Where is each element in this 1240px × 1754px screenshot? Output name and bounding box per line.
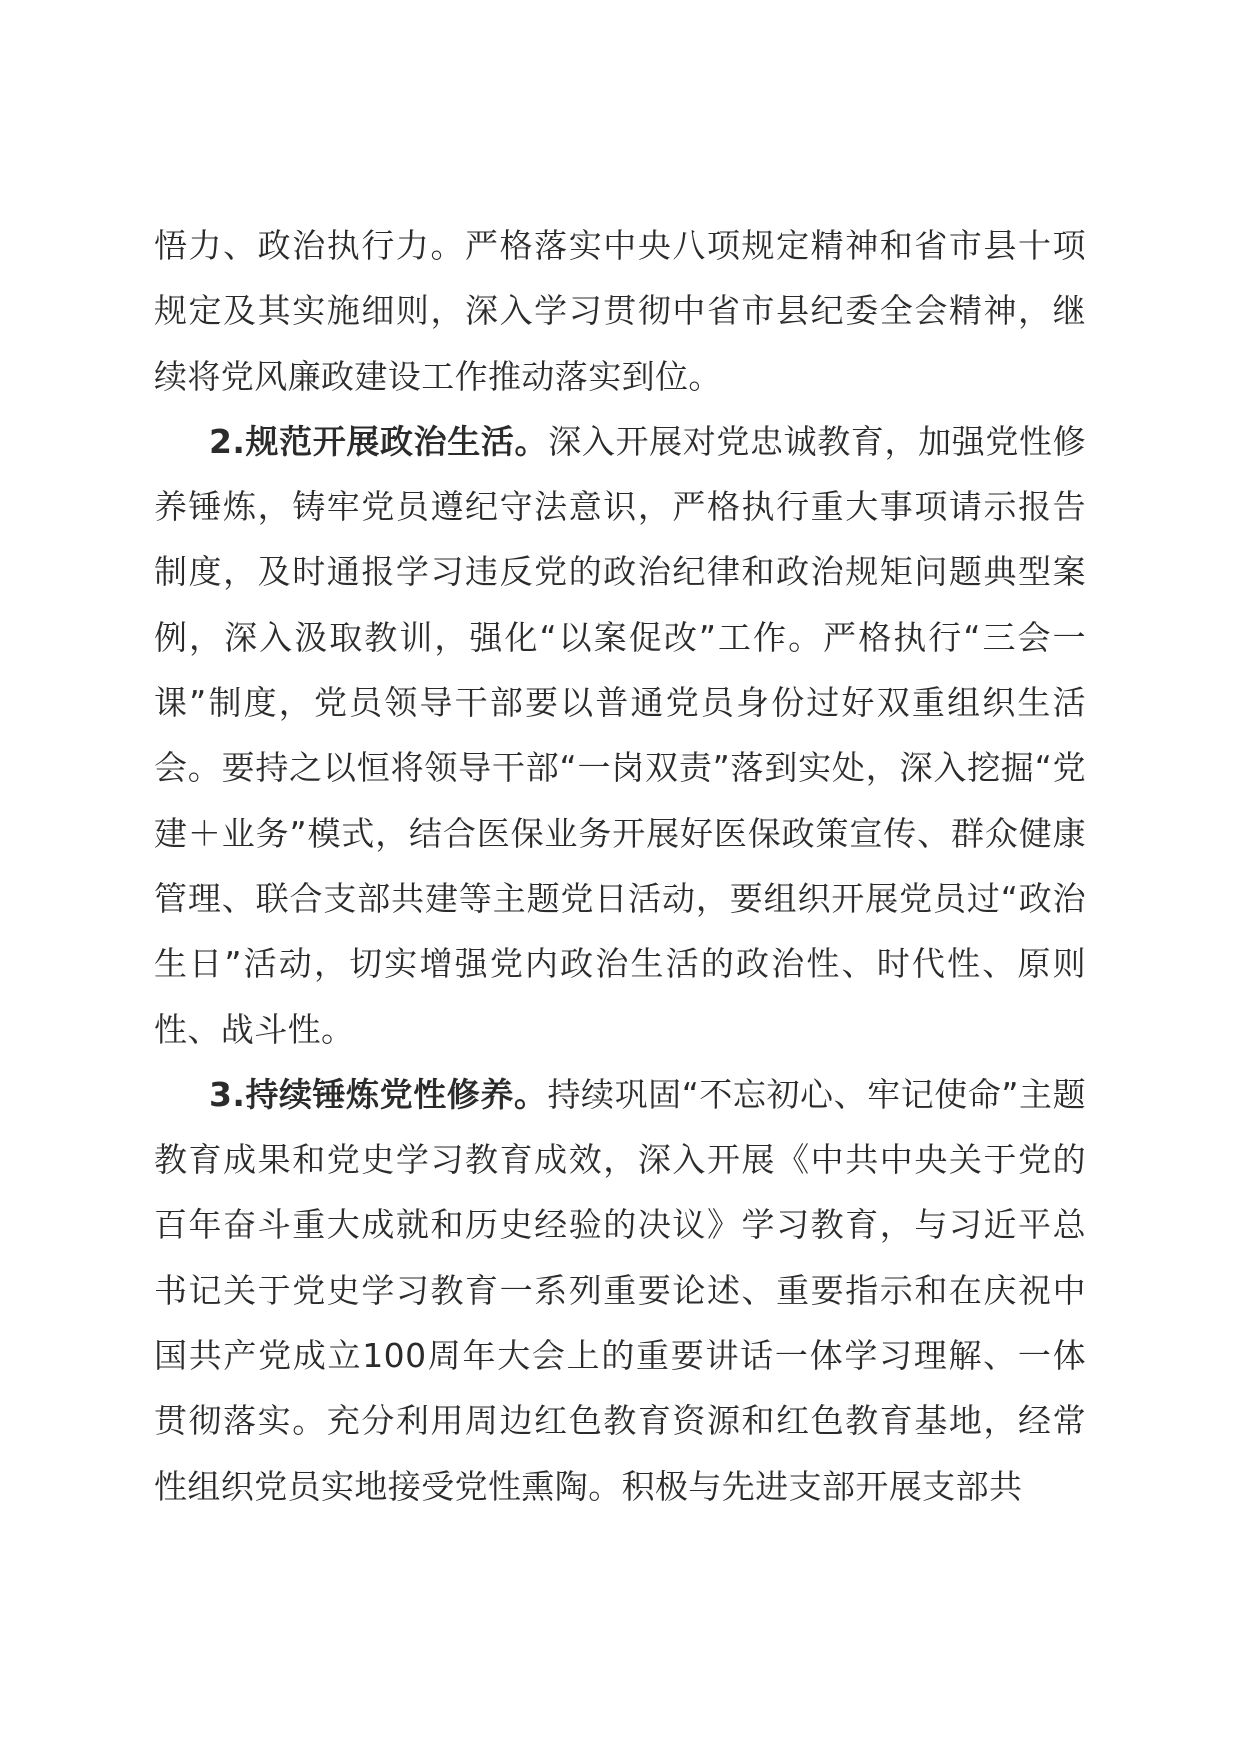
paragraph-text: 悟力、政治执行力。严格落实中央八项规定精神和省市县十项规定及其实施细则，深入学习贯彻中省市县纪委全会精神，继续将党风廉政建设工作推动落实到位。 [154,226,1086,396]
paragraph-text: 持续巩固“不忘初心、牢记使命”主题教育成果和党史学习教育成效，深入开展《中共中央关于党的百年奋斗重大成就和历史经验的决议》学习教育，与习近平总书记关于党史学习教育一系列重要论述、重要指示和在庆祝中国共产党成立100周年大会上的重要讲话一体学习理解、一体贯彻落实。充分利用周边红色教育资源和红色教育基地，经常性组织党员实地接受党性熏陶。积极与先进支部开展支部共 [154,1074,1086,1506]
paragraph-heading: 3.持续锤炼党性修养。 [209,1074,548,1114]
document-body [154,213,1086,1519]
paragraph-text: 深入开展对党忠诚教育，加强党性修养锤炼，铸牢党员遵纪守法意识，严格执行重大事项请示报告制度，及时通报学习违反党的政治纪律和政治规矩问题典型案例，深入汲取教训，强化“以案促改”工作。严格执行“三会一课”制度，党员领导干部要以普通党员身份过好双重组织生活会。要持之以恒将领导干部“一岗双责”落到实处，深入挖掘“党建＋业务”模式，结合医保业务开展好医保政策宣传、群众健康管理、联合支部共建等主题党日活动，要组织开展党员过“政治生日”活动，切实增强党内政治生活的政治性、时代性、原则性、战斗性。 [154,421,1086,1049]
paragraph-continuation [154,213,1086,409]
paragraph-political-life [154,409,1086,1062]
paragraph-heading: 2.规范开展政治生活。 [209,421,549,461]
paragraph-party-cultivation [154,1062,1086,1519]
